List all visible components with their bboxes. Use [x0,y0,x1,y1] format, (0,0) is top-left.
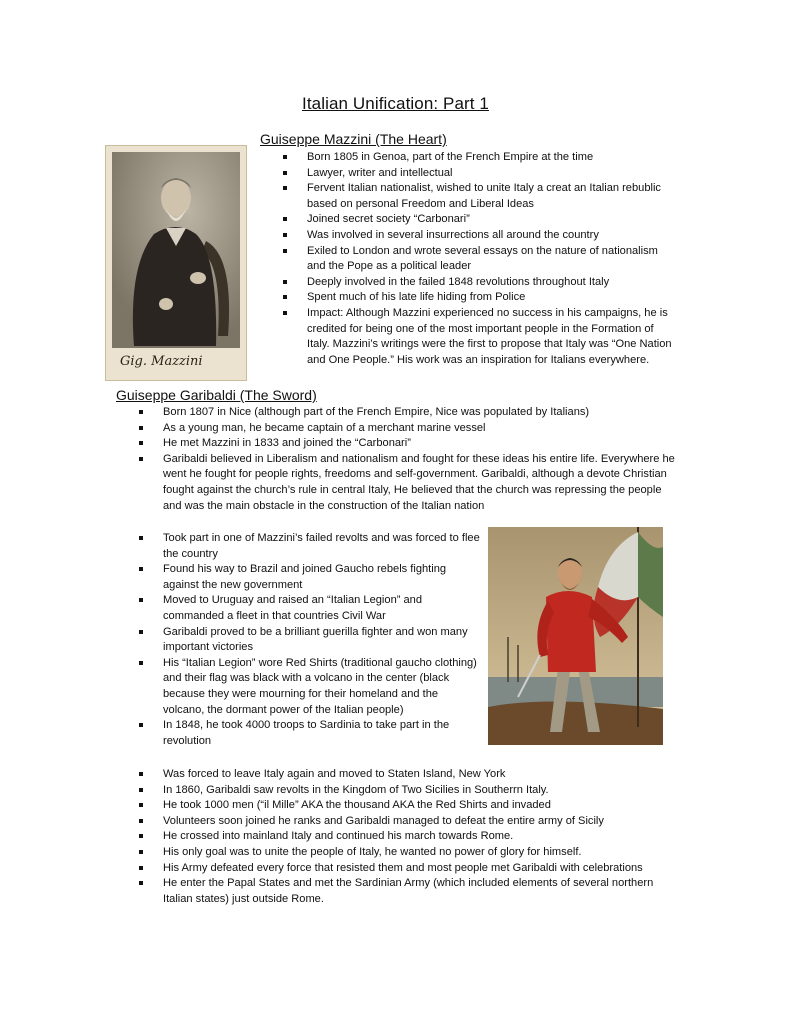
list-item: He enter the Papal States and met the Sardinian Army (which included elements of several northern Italian states) just outside Rome. [137,876,682,907]
list-item: Moved to Uruguay and raised an “Italian Legion” and commanded a fleet in that countries Civil War [137,593,482,624]
list-item: His only goal was to unite the people of Italy, he wanted no power of glory for himself. [137,845,682,861]
list-item: Garibaldi proved to be a brilliant guerilla fighter and won many important victories [137,625,482,656]
mazzini-signature: Gig. Mazzini [120,354,203,369]
garibaldi-bullet-list-mid [137,531,482,749]
list-item: Lawyer, writer and intellectual [281,166,676,182]
mazzini-portrait-drawing [106,146,246,380]
list-item: Volunteers soon joined he ranks and Garibaldi managed to defeat the entire army of Sicily [137,814,682,830]
mazzini-bullet-list [281,150,676,368]
mazzini-heading: Guiseppe Mazzini (The Heart) [260,131,447,147]
list-item: Impact: Although Mazzini experienced no success in his campaigns, he is credited for being one of the most important people in the Formation of Italy. Mazzini’s writings were the first to propose that Italy was “One Nation and One People.” His work was an inspiration for Italians everywhere. [281,306,676,368]
garibaldi-heading: Guiseppe Garibaldi (The Sword) [116,387,317,403]
list-item: His Army defeated every force that resisted them and most people met Garibaldi with celebrations [137,861,682,877]
list-item: In 1848, he took 4000 troops to Sardinia to take part in the revolution [137,718,482,749]
list-item: Was involved in several insurrections all around the country [281,228,676,244]
list-item: Exiled to London and wrote several essays on the nature of nationalism and the Pope as a political leader [281,244,676,275]
list-item: He met Mazzini in 1833 and joined the “Carbonari” [137,436,682,452]
list-item: Garibaldi believed in Liberalism and nationalism and fought for these ideas his entire life. Everywhere he went he fought for people rights, freedoms and self-government. Garibaldi, although a devote Christian fought against the church’s rule in central Italy, He believed that the church was repressing the people and was the main obstacle in the construction of the Italian nation [137,452,682,514]
page-title: Italian Unification: Part 1 [302,94,489,113]
list-item: Joined secret society “Carbonari” [281,212,676,228]
list-item: Born 1805 in Genoa, part of the French Empire at the time [281,150,676,166]
list-item: He took 1000 men (“il Mille” AKA the thousand AKA the Red Shirts and invaded [137,798,682,814]
garibaldi-bullet-list-top [137,405,682,514]
list-item: Was forced to leave Italy again and moved to Staten Island, New York [137,767,682,783]
list-item: Spent much of his late life hiding from Police [281,290,676,306]
list-item: As a young man, he became captain of a merchant marine vessel [137,421,682,437]
list-item: Fervent Italian nationalist, wished to unite Italy a creat an Italian rebublic based on personal Freedom and Liberal Ideas [281,181,676,212]
garibaldi-painting-drawing [488,527,663,745]
list-item: In 1860, Garibaldi saw revolts in the Kingdom of Two Sicilies in Southerrn Italy. [137,783,682,799]
list-item: Found his way to Brazil and joined Gaucho rebels fighting against the new government [137,562,482,593]
garibaldi-bullet-list-bottom [137,767,682,907]
list-item: His “Italian Legion” wore Red Shirts (traditional gaucho clothing) and their flag was black with a volcano in the center (black because they were mourning for their homeland and the volcano, the dormant power of the Italian people) [137,656,482,718]
list-item: He crossed into mainland Italy and continued his march towards Rome. [137,829,682,845]
list-item: Born 1807 in Nice (although part of the French Empire, Nice was populated by Italians) [137,405,682,421]
list-item: Deeply involved in the failed 1848 revolutions throughout Italy [281,275,676,291]
garibaldi-portrait-painting [488,527,663,745]
list-item: Took part in one of Mazzini’s failed revolts and was forced to flee the country [137,531,482,562]
mazzini-portrait-photo [105,145,247,381]
